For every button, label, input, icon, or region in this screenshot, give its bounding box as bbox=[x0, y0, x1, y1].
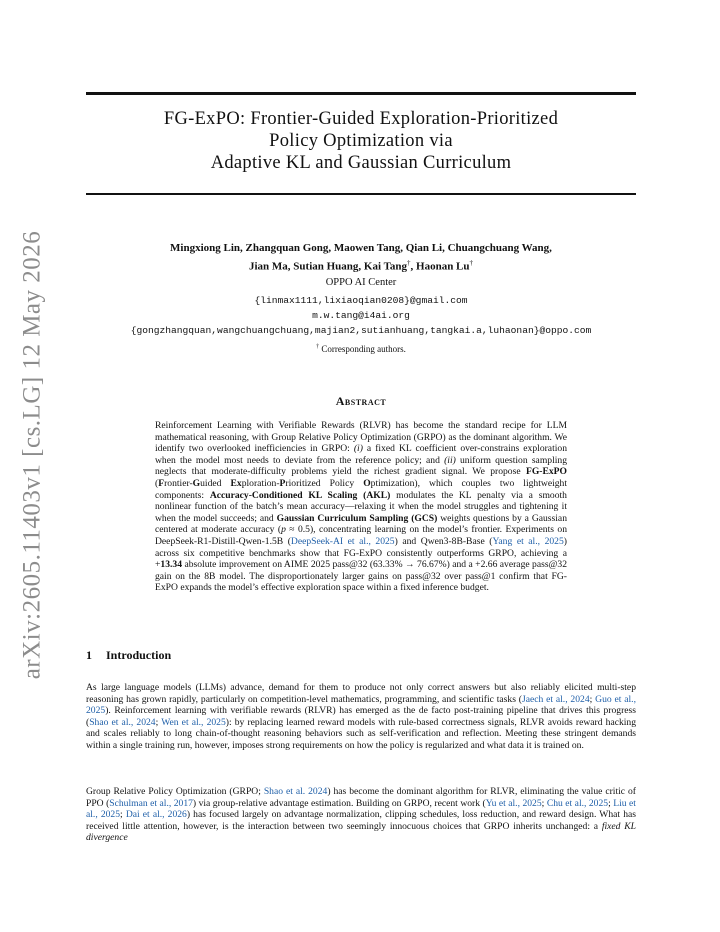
section-title: Introduction bbox=[106, 648, 172, 662]
author-line-2 bbox=[86, 256, 636, 275]
email-line-1[interactable]: {linmax1111,lixiaoqian0208}@gmail.com bbox=[254, 295, 468, 306]
title-line-1: FG-ExPO: Frontier-Guided Exploration-Prioritized bbox=[163, 109, 559, 129]
citation-link[interactable]: Jaech et al., 2024 bbox=[521, 693, 590, 705]
citation-link[interactable]: Liu et al., 2025 bbox=[86, 797, 636, 821]
arxiv-stamp-text: arXiv:2605.11403v1 [cs.LG] 12 May 2026 bbox=[18, 230, 46, 680]
arxiv-stamp bbox=[12, 230, 52, 680]
abstract-heading: Abstract bbox=[335, 394, 387, 408]
title-line-3: Adaptive KL and Gaussian Curriculum bbox=[210, 153, 512, 173]
intro-paragraph-1: As large language models (LLMs) advance, demand for them to produce not only correct answers but also reliably elicited multi-step reasoning has grown rapidly, particularly on competition-level mathematics, programming, and scientific tasks (Jaech et al., 2024; Guo et al., 2025). Reinforcement learning with verifiable rewards (RLVR) has emerged as the de facto post-training pipeline that drives this progress (Shao et al., 2024; Wen et al., 2025): by replacing learned reward models with rule-based correctness signals, RLVR avoids reward hacking and scales reliably to long chain-of-thought reasoning behaviors such as self-verification and reflection. Meeting these stringent demands within a single training run, however, imposes strong requirements on how the policy is regularized and what data it is trained on. bbox=[86, 682, 637, 751]
citation-link[interactable]: Guo et al., 2025 bbox=[86, 693, 636, 717]
author-list bbox=[86, 241, 636, 275]
corresponding-text: Corresponding authors. bbox=[319, 344, 406, 354]
author-line-1: Mingxiong Lin, Zhangquan Gong, Maowen Tang, Qian Li, Chuangchuang Wang, bbox=[170, 242, 552, 254]
citation-link[interactable]: Dai et al., 2026 bbox=[125, 809, 187, 821]
section-heading-introduction bbox=[86, 648, 171, 663]
author-names-b: , Haonan Lu bbox=[410, 260, 470, 273]
dagger-mark: † bbox=[407, 259, 411, 267]
intro-paragraph-2: Group Relative Policy Optimization (GRPO; Shao et al. 2024) has become the dominant algorithm for RLVR, eliminating the value critic of PPO (Schulman et al., 2017) via group-relative advantage estimation. Building on GRPO, recent work (Yu et al., 2025; Chu et al., 2025; Liu et al., 2025; Dai et al., 2026) has focused largely on advantage normalization, clipping schedules, loss reduction, and reward design. What has received little attention, however, is the interaction between two seemingly innocuous choices that GRPO inherits unchanged: a fixed KL divergence bbox=[86, 786, 636, 844]
citation-link[interactable]: Shao et al., 2024 bbox=[89, 716, 156, 728]
affiliation: OPPO AI Center bbox=[325, 277, 397, 288]
email-line-2[interactable]: m.w.tang@i4ai.org bbox=[312, 310, 410, 321]
paper-title bbox=[86, 108, 636, 174]
title-line-2: Policy Optimization via bbox=[269, 131, 453, 151]
citation-link[interactable]: Wen et al., 2025 bbox=[161, 716, 226, 728]
citation-link[interactable]: Chu et al., 2025 bbox=[546, 797, 609, 809]
citation-link[interactable]: Yu et al., 2025 bbox=[485, 797, 542, 809]
citation-link[interactable]: DeepSeek-AI et al., 2025 bbox=[290, 535, 395, 547]
email-line-3[interactable]: {gongzhangquan,wangchuangchuang,majian2,sutianhuang,tangkai.a,luhaonan}@oppo.com bbox=[130, 325, 592, 336]
citation-link[interactable]: Shao et al. 2024 bbox=[263, 786, 328, 797]
section-number: 1 bbox=[86, 648, 92, 662]
dagger-mark: † bbox=[469, 259, 474, 267]
author-names-a: Jian Ma, Sutian Huang, Kai Tang bbox=[248, 260, 408, 273]
title-bottom-rule bbox=[86, 193, 636, 195]
citation-link[interactable]: Yang et al., 2025 bbox=[492, 535, 564, 547]
dagger-mark: † bbox=[316, 344, 320, 350]
corresponding-note bbox=[86, 344, 636, 354]
title-top-rule bbox=[86, 92, 636, 95]
citation-link[interactable]: Schulman et al., 2017 bbox=[109, 797, 193, 809]
abstract-body: Reinforcement Learning with Verifiable Rewards (RLVR) has become the standard recipe for LLM mathematical reasoning, with Group Relative Policy Optimization (GRPO) as the dominant algorithm. We identify two overlooked inefficiencies in GRPO: (i) a fixed KL coefficient over-constrains exploration when the model most needs to deviate from the reference policy; and (ii) uniform question sampling neglects that moderate-difficulty problems yield the richest gradient signal. We propose FG-ExPO (Frontier-Guided Exploration-Prioritized Policy Optimization), which couples two lightweight components: Accuracy-Conditioned KL Scaling (AKL) modulates the KL penalty via a smooth nonlinear function of the batch’s mean accuracy—relaxing it when the model struggles and tightening it when the model succeeds; and Gaussian Curriculum Sampling (GCS) weights questions by a Gaussian centered at moderate accuracy (p ≈ 0.5), concentrating learning on the model’s frontier. Experiments on DeepSeek-R1-Distill-Qwen-1.5B (DeepSeek-AI et al., 2025) and Qwen3-8B-Base (Yang et al., 2025) across six competitive benchmarks show that FG-ExPO consistently outperforms GRPO, achieving a +13.34 absolute improvement on AIME 2025 pass@32 (63.33% → 76.67%) and a +2.66 average pass@32 gain on the 8B model. The disproportionately larger gains on pass@32 over pass@1 confirm that FG-ExPO expands the model’s effective exploration space within a fixed inference budget. bbox=[155, 420, 568, 594]
